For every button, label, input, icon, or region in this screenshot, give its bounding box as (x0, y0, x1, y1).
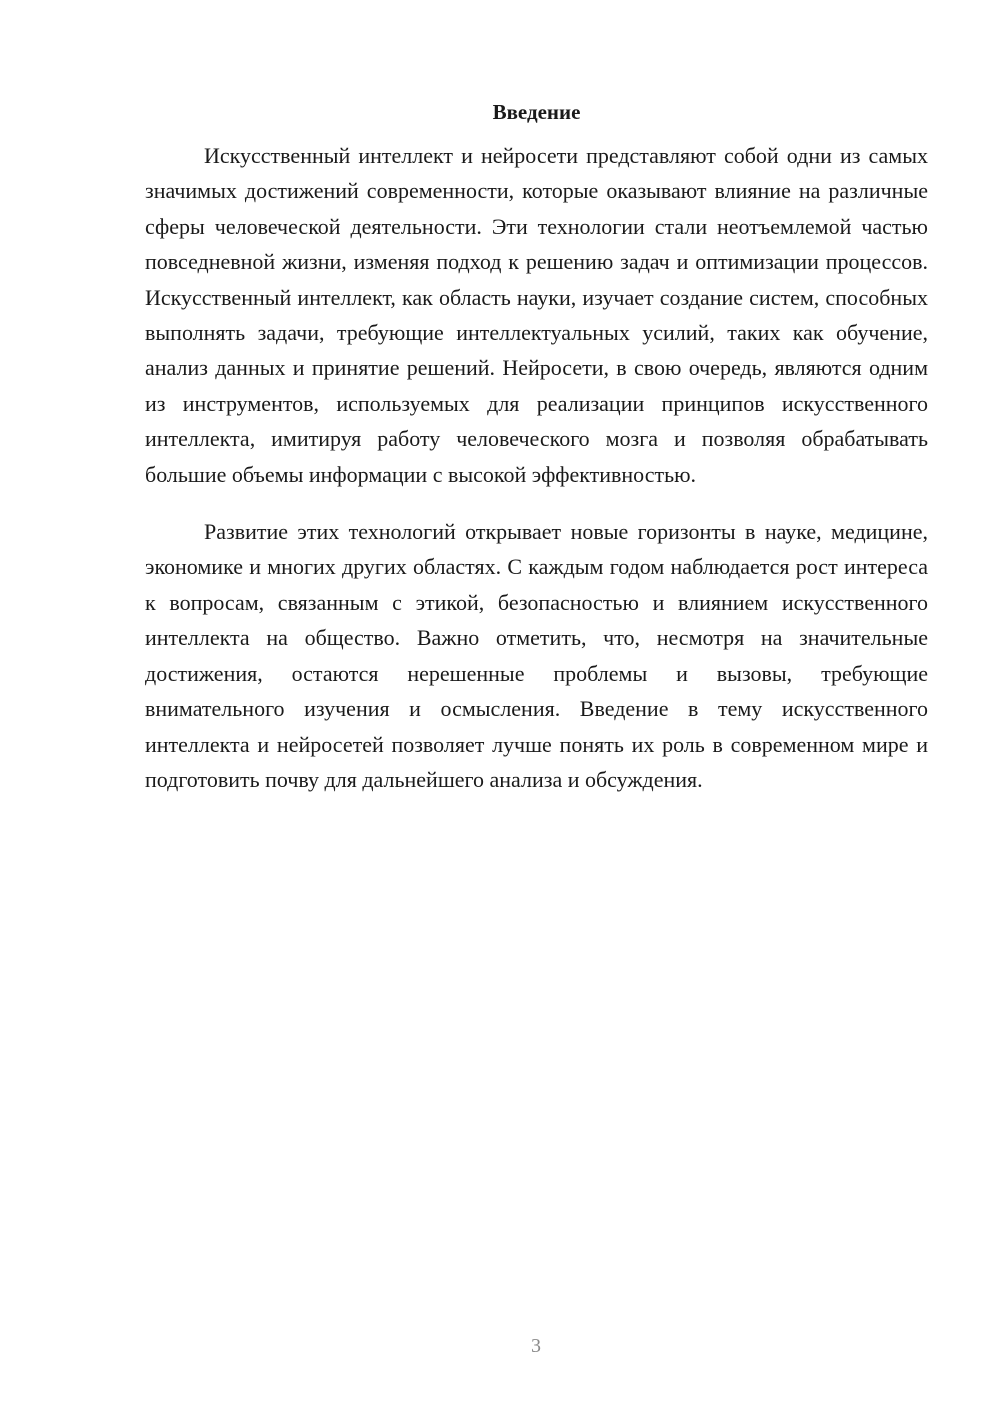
page-content (145, 97, 928, 797)
section-title: Введение (492, 100, 581, 124)
paragraph-development: Развитие этих технологий открывает новые горизонты в науке, медицине, экономике и многих других областях. С каждым годом наблюдается рост интереса к вопросам, связанным с этикой, безопасностью и влиянием искусственного интеллекта на общество. Важно отметить, что, несмотря на значительные достижения, остаются нерешенные проблемы и вызовы, требующие внимательного изучения и осмысления. Введение в тему искусственного интеллекта и нейросетей позволяет лучше понять их роль в современном мире и подготовить почву для дальнейшего анализа и обсуждения. (145, 519, 928, 792)
paragraph-intro: Искусственный интеллект и нейросети представляют собой одни из самых значимых достижений современности, которые оказывают влияние на различные сферы человеческой деятельности. Эти технологии стали неотъемлемой частью повседневной жизни, изменяя подход к решению задач и оптимизации процессов. Искусственный интеллект, как область науки, изучает создание систем, способных выполнять задачи, требующие интеллектуальных усилий, таких как обучение, анализ данных и принятие решений. Нейросети, в свою очередь, являются одним из инструментов, используемых для реализации принципов искусственного интеллекта, имитируя работу человеческого мозга и позволяя обрабатывать большие объемы информации с высокой эффективностью. (145, 143, 928, 487)
page-number: 3 (531, 1335, 541, 1357)
